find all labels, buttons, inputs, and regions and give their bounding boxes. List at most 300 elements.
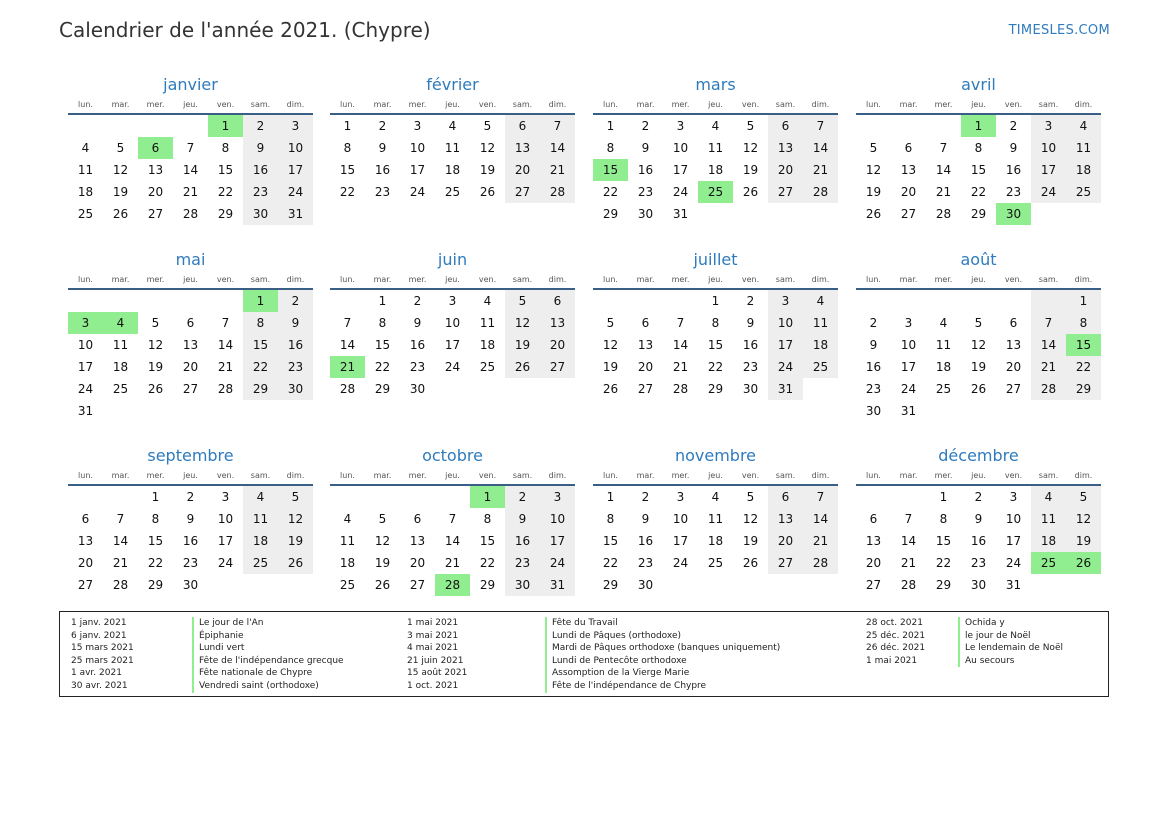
day-cell[interactable]: 22: [935, 556, 952, 570]
day-cell[interactable]: 28: [803, 181, 838, 203]
day-cell[interactable]: 3: [413, 119, 422, 133]
day-cell[interactable]: 4: [1031, 485, 1066, 508]
day-cell[interactable]: 3: [540, 485, 575, 508]
day-cell[interactable]: 20: [637, 360, 654, 374]
day-cell[interactable]: 27: [540, 356, 575, 378]
day-cell[interactable]: 9: [1009, 141, 1018, 155]
day-cell[interactable]: 3: [676, 119, 685, 133]
day-cell[interactable]: 15: [935, 534, 952, 548]
day-cell[interactable]: 20: [409, 556, 426, 570]
day-cell[interactable]: 14: [540, 137, 575, 159]
day-cell[interactable]: 2: [869, 316, 878, 330]
day-cell[interactable]: 11: [1031, 508, 1066, 530]
day-cell[interactable]: 6: [138, 137, 173, 159]
day-cell[interactable]: 20: [865, 556, 882, 570]
day-cell[interactable]: 13: [182, 338, 199, 352]
day-cell[interactable]: 12: [742, 512, 759, 526]
day-cell[interactable]: 7: [1031, 312, 1066, 334]
day-cell[interactable]: 5: [974, 316, 983, 330]
day-cell[interactable]: 24: [409, 185, 426, 199]
day-cell[interactable]: 23: [182, 556, 199, 570]
day-cell[interactable]: 29: [602, 578, 619, 592]
day-cell[interactable]: 15: [707, 338, 724, 352]
day-cell[interactable]: 8: [378, 316, 387, 330]
day-cell[interactable]: 2: [1009, 119, 1018, 133]
day-cell[interactable]: 12: [147, 338, 164, 352]
day-cell[interactable]: 1: [961, 114, 996, 137]
day-cell[interactable]: 28: [217, 382, 234, 396]
day-cell[interactable]: 9: [505, 508, 540, 530]
day-cell[interactable]: 5: [746, 119, 755, 133]
day-cell[interactable]: 1: [470, 485, 505, 508]
day-cell[interactable]: 24: [672, 185, 689, 199]
day-cell[interactable]: 22: [243, 356, 278, 378]
day-cell[interactable]: 26: [505, 356, 540, 378]
day-cell[interactable]: 18: [444, 163, 461, 177]
day-cell[interactable]: 27: [77, 578, 94, 592]
day-cell[interactable]: 10: [77, 338, 94, 352]
day-cell[interactable]: 6: [413, 512, 422, 526]
day-cell[interactable]: 19: [865, 185, 882, 199]
day-cell[interactable]: 11: [803, 312, 838, 334]
day-cell[interactable]: 5: [278, 485, 313, 508]
day-cell[interactable]: 30: [742, 382, 759, 396]
day-cell[interactable]: 28: [900, 578, 917, 592]
day-cell[interactable]: 27: [409, 578, 426, 592]
day-cell[interactable]: 10: [217, 512, 234, 526]
day-cell[interactable]: 17: [540, 530, 575, 552]
day-cell[interactable]: 1: [606, 119, 615, 133]
day-cell[interactable]: 11: [243, 508, 278, 530]
day-cell[interactable]: 19: [374, 556, 391, 570]
day-cell[interactable]: 21: [182, 185, 199, 199]
day-cell[interactable]: 15: [970, 163, 987, 177]
day-cell[interactable]: 30: [637, 207, 654, 221]
day-cell[interactable]: 9: [278, 312, 313, 334]
day-cell[interactable]: 30: [865, 404, 882, 418]
day-cell[interactable]: 26: [147, 382, 164, 396]
day-cell[interactable]: 27: [768, 552, 803, 574]
day-cell[interactable]: 29: [602, 207, 619, 221]
day-cell[interactable]: 29: [1066, 378, 1101, 400]
day-cell[interactable]: 18: [707, 534, 724, 548]
day-cell[interactable]: 6: [869, 512, 878, 526]
day-cell[interactable]: 14: [803, 137, 838, 159]
day-cell[interactable]: 9: [243, 137, 278, 159]
day-cell[interactable]: 31: [540, 574, 575, 596]
day-cell[interactable]: 30: [182, 578, 199, 592]
day-cell[interactable]: 8: [243, 312, 278, 334]
day-cell[interactable]: 22: [339, 185, 356, 199]
day-cell[interactable]: 29: [147, 578, 164, 592]
day-cell[interactable]: 1: [151, 490, 160, 504]
day-cell[interactable]: 4: [803, 289, 838, 312]
day-cell[interactable]: 5: [1066, 485, 1101, 508]
day-cell[interactable]: 9: [746, 316, 755, 330]
day-cell[interactable]: 8: [974, 141, 983, 155]
day-cell[interactable]: 31: [278, 203, 313, 225]
day-cell[interactable]: 27: [1005, 382, 1022, 396]
day-cell[interactable]: 28: [112, 578, 129, 592]
day-cell[interactable]: 23: [278, 356, 313, 378]
day-cell[interactable]: 16: [637, 534, 654, 548]
day-cell[interactable]: 2: [278, 289, 313, 312]
day-cell[interactable]: 10: [900, 338, 917, 352]
day-cell[interactable]: 7: [540, 114, 575, 137]
day-cell[interactable]: 4: [343, 512, 352, 526]
day-cell[interactable]: 27: [637, 382, 654, 396]
day-cell[interactable]: 17: [409, 163, 426, 177]
day-cell[interactable]: 7: [803, 485, 838, 508]
day-cell[interactable]: 17: [768, 334, 803, 356]
day-cell[interactable]: 18: [77, 185, 94, 199]
day-cell[interactable]: 23: [865, 382, 882, 396]
day-cell[interactable]: 3: [68, 312, 103, 334]
day-cell[interactable]: 8: [483, 512, 492, 526]
day-cell[interactable]: 18: [1066, 159, 1101, 181]
day-cell[interactable]: 16: [865, 360, 882, 374]
day-cell[interactable]: 23: [637, 556, 654, 570]
day-cell[interactable]: 3: [1009, 490, 1018, 504]
day-cell[interactable]: 23: [409, 360, 426, 374]
day-cell[interactable]: 16: [243, 159, 278, 181]
day-cell[interactable]: 23: [374, 185, 391, 199]
day-cell[interactable]: 26: [742, 185, 759, 199]
day-cell[interactable]: 7: [343, 316, 352, 330]
day-cell[interactable]: 2: [505, 485, 540, 508]
day-cell[interactable]: 14: [112, 534, 129, 548]
day-cell[interactable]: 7: [448, 512, 457, 526]
day-cell[interactable]: 13: [505, 137, 540, 159]
day-cell[interactable]: 8: [343, 141, 352, 155]
day-cell[interactable]: 13: [147, 163, 164, 177]
day-cell[interactable]: 22: [707, 360, 724, 374]
day-cell[interactable]: 7: [221, 316, 230, 330]
day-cell[interactable]: 27: [900, 207, 917, 221]
day-cell[interactable]: 14: [444, 534, 461, 548]
day-cell[interactable]: 27: [768, 181, 803, 203]
day-cell[interactable]: 30: [409, 382, 426, 396]
day-cell[interactable]: 2: [413, 294, 422, 308]
day-cell[interactable]: 25: [698, 181, 733, 203]
day-cell[interactable]: 20: [540, 334, 575, 356]
day-cell[interactable]: 2: [243, 114, 278, 137]
day-cell[interactable]: 7: [676, 316, 685, 330]
day-cell[interactable]: 26: [865, 207, 882, 221]
day-cell[interactable]: 8: [1066, 312, 1101, 334]
day-cell[interactable]: 9: [974, 512, 983, 526]
day-cell[interactable]: 21: [330, 356, 365, 378]
day-cell[interactable]: 3: [1031, 114, 1066, 137]
day-cell[interactable]: 10: [540, 508, 575, 530]
day-cell[interactable]: 14: [672, 338, 689, 352]
day-cell[interactable]: 26: [112, 207, 129, 221]
day-cell[interactable]: 23: [243, 181, 278, 203]
day-cell[interactable]: 29: [970, 207, 987, 221]
day-cell[interactable]: 17: [672, 163, 689, 177]
day-cell[interactable]: 26: [970, 382, 987, 396]
day-cell[interactable]: 24: [672, 556, 689, 570]
day-cell[interactable]: 11: [112, 338, 129, 352]
day-cell[interactable]: 1: [208, 114, 243, 137]
day-cell[interactable]: 16: [637, 163, 654, 177]
day-cell[interactable]: 14: [217, 338, 234, 352]
day-cell[interactable]: 7: [803, 114, 838, 137]
day-cell[interactable]: 20: [147, 185, 164, 199]
day-cell[interactable]: 29: [479, 578, 496, 592]
day-cell[interactable]: 15: [374, 338, 391, 352]
day-cell[interactable]: 2: [746, 294, 755, 308]
day-cell[interactable]: 30: [505, 574, 540, 596]
day-cell[interactable]: 14: [803, 508, 838, 530]
day-cell[interactable]: 24: [900, 382, 917, 396]
day-cell[interactable]: 30: [637, 578, 654, 592]
day-cell[interactable]: 9: [869, 338, 878, 352]
day-cell[interactable]: 23: [637, 185, 654, 199]
day-cell[interactable]: 8: [606, 141, 615, 155]
day-cell[interactable]: 19: [147, 360, 164, 374]
day-cell[interactable]: 2: [186, 490, 195, 504]
day-cell[interactable]: 25: [803, 356, 838, 378]
day-cell[interactable]: 21: [803, 159, 838, 181]
day-cell[interactable]: 9: [641, 512, 650, 526]
day-cell[interactable]: 8: [221, 141, 230, 155]
day-cell[interactable]: 26: [1066, 552, 1101, 574]
day-cell[interactable]: 12: [602, 338, 619, 352]
day-cell[interactable]: 28: [1031, 378, 1066, 400]
day-cell[interactable]: 13: [900, 163, 917, 177]
day-cell[interactable]: 18: [935, 360, 952, 374]
day-cell[interactable]: 30: [970, 578, 987, 592]
day-cell[interactable]: 11: [1066, 137, 1101, 159]
day-cell[interactable]: 22: [602, 556, 619, 570]
day-cell[interactable]: 19: [505, 334, 540, 356]
day-cell[interactable]: 12: [112, 163, 129, 177]
day-cell[interactable]: 18: [243, 530, 278, 552]
day-cell[interactable]: 17: [77, 360, 94, 374]
day-cell[interactable]: 1: [606, 490, 615, 504]
day-cell[interactable]: 13: [1005, 338, 1022, 352]
day-cell[interactable]: 18: [112, 360, 129, 374]
day-cell[interactable]: 23: [1005, 185, 1022, 199]
day-cell[interactable]: 26: [278, 552, 313, 574]
day-cell[interactable]: 2: [974, 490, 983, 504]
day-cell[interactable]: 20: [1005, 360, 1022, 374]
day-cell[interactable]: 11: [707, 512, 724, 526]
day-cell[interactable]: 1: [378, 294, 387, 308]
day-cell[interactable]: 19: [1066, 530, 1101, 552]
day-cell[interactable]: 23: [970, 556, 987, 570]
day-cell[interactable]: 21: [935, 185, 952, 199]
day-cell[interactable]: 20: [182, 360, 199, 374]
day-cell[interactable]: 26: [374, 578, 391, 592]
day-cell[interactable]: 20: [768, 530, 803, 552]
day-cell[interactable]: 28: [435, 574, 470, 596]
day-cell[interactable]: 25: [339, 578, 356, 592]
day-cell[interactable]: 24: [217, 556, 234, 570]
day-cell[interactable]: 22: [147, 556, 164, 570]
day-cell[interactable]: 9: [378, 141, 387, 155]
day-cell[interactable]: 4: [483, 294, 492, 308]
day-cell[interactable]: 4: [81, 141, 90, 155]
day-cell[interactable]: 15: [602, 534, 619, 548]
day-cell[interactable]: 27: [505, 181, 540, 203]
day-cell[interactable]: 12: [278, 508, 313, 530]
day-cell[interactable]: 12: [374, 534, 391, 548]
day-cell[interactable]: 17: [900, 360, 917, 374]
day-cell[interactable]: 28: [672, 382, 689, 396]
day-cell[interactable]: 22: [602, 185, 619, 199]
day-cell[interactable]: 24: [1005, 556, 1022, 570]
day-cell[interactable]: 21: [1031, 356, 1066, 378]
day-cell[interactable]: 12: [865, 163, 882, 177]
day-cell[interactable]: 14: [935, 163, 952, 177]
day-cell[interactable]: 4: [711, 490, 720, 504]
day-cell[interactable]: 20: [505, 159, 540, 181]
day-cell[interactable]: 20: [900, 185, 917, 199]
day-cell[interactable]: 30: [278, 378, 313, 400]
day-cell[interactable]: 24: [540, 552, 575, 574]
day-cell[interactable]: 28: [540, 181, 575, 203]
day-cell[interactable]: 6: [186, 316, 195, 330]
day-cell[interactable]: 24: [1031, 181, 1066, 203]
day-cell[interactable]: 15: [243, 334, 278, 356]
day-cell[interactable]: 9: [413, 316, 422, 330]
day-cell[interactable]: 15: [217, 163, 234, 177]
day-cell[interactable]: 4: [243, 485, 278, 508]
day-cell[interactable]: 31: [768, 378, 803, 400]
day-cell[interactable]: 20: [77, 556, 94, 570]
day-cell[interactable]: 21: [217, 360, 234, 374]
day-cell[interactable]: 7: [116, 512, 125, 526]
day-cell[interactable]: 29: [935, 578, 952, 592]
day-cell[interactable]: 7: [186, 141, 195, 155]
day-cell[interactable]: 22: [217, 185, 234, 199]
day-cell[interactable]: 29: [374, 382, 391, 396]
day-cell[interactable]: 26: [479, 185, 496, 199]
day-cell[interactable]: 8: [939, 512, 948, 526]
day-cell[interactable]: 7: [939, 141, 948, 155]
day-cell[interactable]: 14: [182, 163, 199, 177]
day-cell[interactable]: 6: [904, 141, 913, 155]
day-cell[interactable]: 13: [768, 508, 803, 530]
day-cell[interactable]: 17: [217, 534, 234, 548]
day-cell[interactable]: 16: [374, 163, 391, 177]
day-cell[interactable]: 10: [1031, 137, 1066, 159]
day-cell[interactable]: 3: [278, 114, 313, 137]
day-cell[interactable]: 6: [505, 114, 540, 137]
day-cell[interactable]: 13: [865, 534, 882, 548]
day-cell[interactable]: 15: [339, 163, 356, 177]
day-cell[interactable]: 13: [540, 312, 575, 334]
day-cell[interactable]: 13: [637, 338, 654, 352]
day-cell[interactable]: 21: [900, 556, 917, 570]
day-cell[interactable]: 15: [479, 534, 496, 548]
day-cell[interactable]: 11: [935, 338, 952, 352]
day-cell[interactable]: 30: [243, 203, 278, 225]
brand-logo-text[interactable]: TIMESLES.COM: [1008, 23, 1110, 38]
day-cell[interactable]: 5: [116, 141, 125, 155]
day-cell[interactable]: 11: [77, 163, 94, 177]
day-cell[interactable]: 5: [746, 490, 755, 504]
day-cell[interactable]: 1: [939, 490, 948, 504]
day-cell[interactable]: 31: [900, 404, 917, 418]
day-cell[interactable]: 29: [707, 382, 724, 396]
day-cell[interactable]: 21: [803, 530, 838, 552]
day-cell[interactable]: 4: [711, 119, 720, 133]
day-cell[interactable]: 29: [243, 378, 278, 400]
day-cell[interactable]: 9: [641, 141, 650, 155]
day-cell[interactable]: 5: [378, 512, 387, 526]
day-cell[interactable]: 8: [606, 512, 615, 526]
day-cell[interactable]: 3: [768, 289, 803, 312]
day-cell[interactable]: 25: [77, 207, 94, 221]
day-cell[interactable]: 25: [479, 360, 496, 374]
day-cell[interactable]: 24: [768, 356, 803, 378]
day-cell[interactable]: 10: [278, 137, 313, 159]
day-cell[interactable]: 7: [904, 512, 913, 526]
day-cell[interactable]: 14: [339, 338, 356, 352]
day-cell[interactable]: 25: [1031, 552, 1066, 574]
day-cell[interactable]: 19: [112, 185, 129, 199]
day-cell[interactable]: 9: [186, 512, 195, 526]
day-cell[interactable]: 22: [374, 360, 391, 374]
day-cell[interactable]: 21: [112, 556, 129, 570]
day-cell[interactable]: 8: [711, 316, 720, 330]
day-cell[interactable]: 19: [742, 163, 759, 177]
day-cell[interactable]: 18: [479, 338, 496, 352]
day-cell[interactable]: 10: [672, 512, 689, 526]
day-cell[interactable]: 16: [409, 338, 426, 352]
day-cell[interactable]: 18: [1031, 530, 1066, 552]
day-cell[interactable]: 25: [935, 382, 952, 396]
day-cell[interactable]: 22: [970, 185, 987, 199]
day-cell[interactable]: 19: [970, 360, 987, 374]
day-cell[interactable]: 19: [602, 360, 619, 374]
day-cell[interactable]: 3: [676, 490, 685, 504]
day-cell[interactable]: 11: [444, 141, 461, 155]
day-cell[interactable]: 13: [768, 137, 803, 159]
day-cell[interactable]: 11: [339, 534, 356, 548]
day-cell[interactable]: 17: [278, 159, 313, 181]
day-cell[interactable]: 12: [505, 312, 540, 334]
day-cell[interactable]: 21: [540, 159, 575, 181]
day-cell[interactable]: 10: [768, 312, 803, 334]
day-cell[interactable]: 12: [742, 141, 759, 155]
day-cell[interactable]: 15: [147, 534, 164, 548]
day-cell[interactable]: 16: [1005, 163, 1022, 177]
day-cell[interactable]: 27: [865, 578, 882, 592]
day-cell[interactable]: 1: [1066, 289, 1101, 312]
day-cell[interactable]: 28: [182, 207, 199, 221]
day-cell[interactable]: 21: [444, 556, 461, 570]
day-cell[interactable]: 5: [505, 289, 540, 312]
day-cell[interactable]: 23: [742, 360, 759, 374]
day-cell[interactable]: 12: [1066, 508, 1101, 530]
day-cell[interactable]: 6: [641, 316, 650, 330]
day-cell[interactable]: 5: [869, 141, 878, 155]
day-cell[interactable]: 15: [593, 159, 628, 181]
day-cell[interactable]: 5: [151, 316, 160, 330]
day-cell[interactable]: 19: [278, 530, 313, 552]
day-cell[interactable]: 13: [77, 534, 94, 548]
day-cell[interactable]: 18: [339, 556, 356, 570]
day-cell[interactable]: 22: [479, 556, 496, 570]
day-cell[interactable]: 28: [803, 552, 838, 574]
day-cell[interactable]: 11: [479, 316, 496, 330]
day-cell[interactable]: 31: [672, 207, 689, 221]
day-cell[interactable]: 2: [378, 119, 387, 133]
